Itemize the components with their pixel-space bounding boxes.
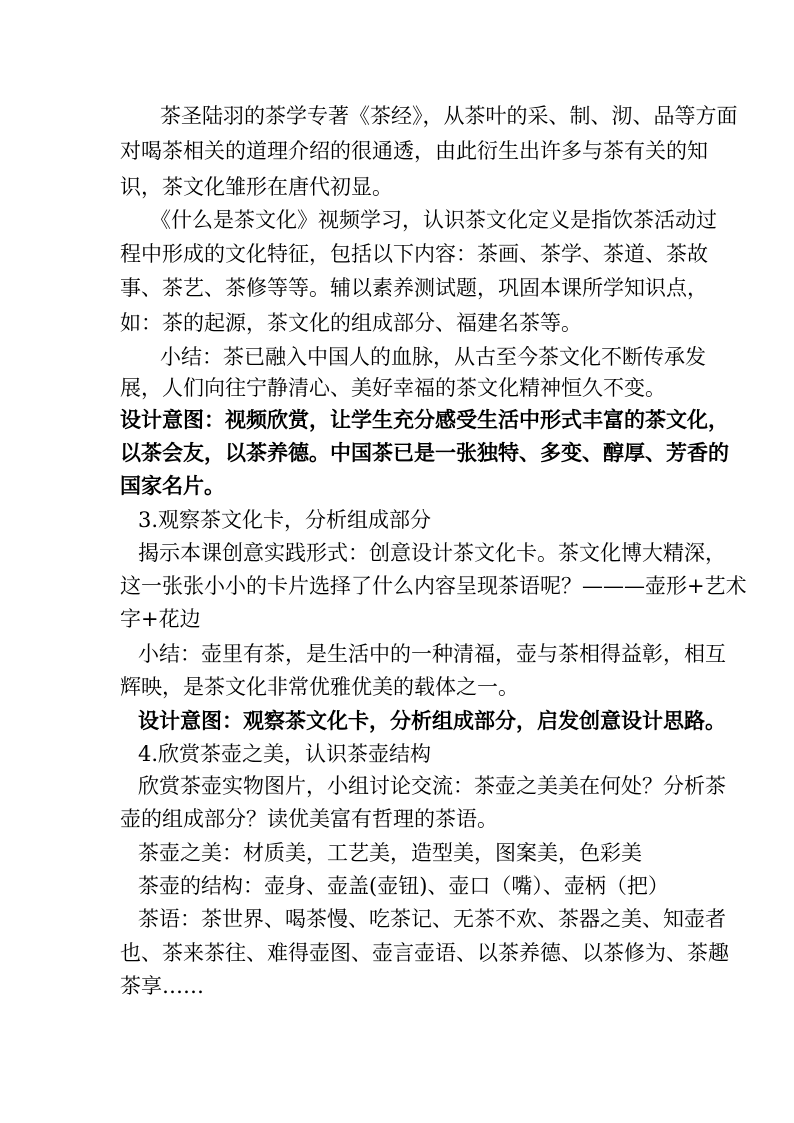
text-line: 这一张张小小的卡片选择了什么内容呈现茶语呢？———壶形+艺术: [120, 574, 747, 598]
text-line: 也、茶来茶往、难得壶图、壶言壶语、以茶养德、以茶修为、茶趣: [120, 941, 729, 965]
paragraph-teapot-beauty: 茶壶之美：材质美，工艺美，造型美，图案美，色彩美: [138, 841, 642, 865]
text-line: 茶语：茶世界、喝茶慢、吃茶记、无茶不欢、茶器之美、知壶者: [138, 907, 726, 931]
text-line: 程中形成的文化特征，包括以下内容：茶画、茶学、茶道、茶故: [120, 242, 708, 266]
text-line: 小结：壶里有茶，是生活中的一种清福，壶与茶相得益彰，相互: [138, 642, 726, 666]
text-line: 小结：茶已融入中国人的血脉，从古至今茶文化不断传承发: [160, 345, 706, 369]
text-line: 《什么是茶文化》视频学习，认识茶文化定义是指饮茶活动过: [150, 208, 717, 232]
text-line: 茶享……: [120, 974, 204, 998]
section-heading-4: 4.欣赏茶壶之美，认识茶壶结构: [138, 742, 432, 766]
text-line: 壶的组成部分？读优美富有哲理的茶语。: [120, 807, 498, 831]
text-line: 如：茶的起源，茶文化的组成部分、福建名茶等。: [120, 311, 582, 335]
text-line: 对喝茶相关的道理介绍的很通透，由此衍生出许多与茶有关的知: [120, 139, 708, 163]
text-line: 揭示本课创意实践形式：创意设计茶文化卡。茶文化博大精深，: [138, 541, 726, 565]
section-heading-3: 3.观察茶文化卡，分析组成部分: [138, 508, 432, 532]
text-line: 欣赏茶壶实物图片，小组讨论交流：茶壶之美美在何处？分析茶: [138, 774, 726, 798]
text-line: 国家名片。: [120, 473, 225, 498]
text-line: 以茶会友，以茶养德。中国茶已是一张独特、多变、醇厚、芳香的: [120, 440, 729, 465]
text-line: 设计意图：视频欣赏，让学生充分感受生活中形式丰富的茶文化，: [120, 407, 729, 432]
paragraph-design-intent-2: 设计意图：观察茶文化卡，分析组成部分，启发创意设计思路。: [138, 708, 726, 733]
paragraph-teapot-structure: 茶壶的结构：壶身、壶盖(壶钮)、壶口（嘴）、壶柄（把）: [138, 874, 669, 898]
text-line: 茶圣陆羽的茶学专著《茶经》，从茶叶的采、制、沏、品等方面: [160, 104, 738, 128]
text-line: 字+花边: [120, 607, 201, 631]
text-line: 识，茶文化雏形在唐代初显。: [120, 175, 393, 199]
text-line: 展，人们向往宁静清心、美好幸福的茶文化精神恒久不变。: [120, 376, 666, 400]
text-line: 辉映，是茶文化非常优雅优美的载体之一。: [120, 675, 519, 699]
text-line: 事、茶艺、茶修等等。辅以素养测试题，巩固本课所学知识点，: [120, 276, 708, 300]
